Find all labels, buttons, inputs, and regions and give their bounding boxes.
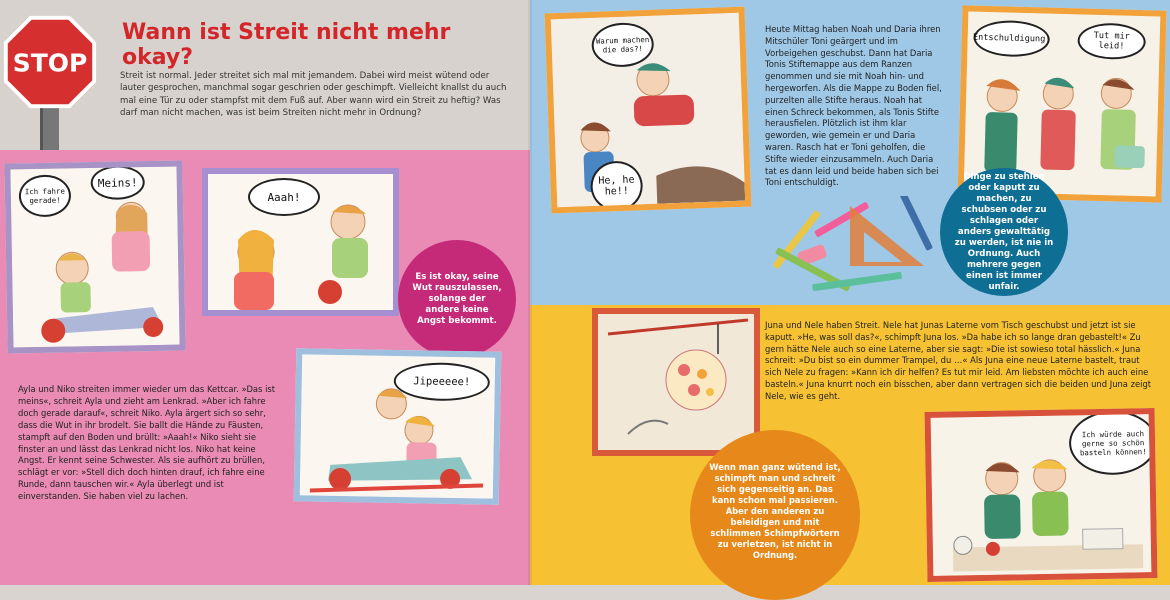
stop-sign-text: STOP — [12, 48, 88, 78]
speech-bubble-meins: Meins! — [90, 165, 145, 200]
illustration-kettcar-fight — [4, 160, 185, 353]
speech-bubble-entschuldigung: Entschuldigung! — [973, 20, 1050, 58]
intro-text: Streit ist normal. Jeder streitet sich mal mit jemandem. Dabei wird meist wütend oder lauter gesprochen, manchmal sogar geschrien oder geschimpft. Vielleicht knallst du auch mal eine Tür zu oder stampfst mit dem Fuß auf. Aber wann wird ein Streit zu heftig? Was darf man nicht machen, was ist beim Streiten nicht mehr in Ordnung? — [120, 71, 507, 119]
illustration-ayla-screaming — [202, 168, 399, 316]
tip-circle-orange: Wenn man ganz wütend ist, schimpft man und schreit sich gegenseitig an. Das kann schon mal passieren. Aber den anderen zu beleidigen und mit schlimmen Schimpfwörtern zu verletzen, ist nicht in Ordnung. — [690, 430, 860, 600]
stop-sign-icon — [2, 14, 98, 110]
speech-bubble-he-he-he: He, he he!! — [590, 160, 644, 212]
tip-circle-pink: Es ist okay, seine Wut rauszulassen, solange der andere keine Angst bekommt. — [398, 240, 516, 358]
pencils-illustration — [752, 196, 942, 308]
speech-bubble-ich-wuerde-auch: Ich würde auch gerne so schön basteln können! — [1069, 410, 1158, 476]
stop-sign-post — [40, 106, 59, 150]
illustration-lantern — [592, 308, 760, 456]
illustration-kettcar-together — [294, 348, 502, 505]
illustration-crafting-together — [925, 408, 1158, 582]
speech-bubble-aaah: Aaah! — [248, 178, 320, 216]
speech-bubble-ich-fahre-gerade: Ich fahre gerade! — [19, 174, 72, 217]
speech-bubble-tut-mir-leid: Tut mir leid! — [1077, 22, 1146, 60]
story-juna-nele: Juna und Nele haben Streit. Nele hat Junas Laterne vom Tisch geschubst und jetzt ist sie kaputt. »He, was soll das?«, schimpft Juna los. »Da habe ich so lange dran gebastelt!« Zu gern hätte Nele auch so eine Laterne, aber sie sagt: »Die ist sowieso total hässlich.« Juna schreit: »Du bist so ein dummer Trampel, du …« Als Juna eine neue Laterne bastelt, traut sich Nele zu fragen: »Kann ich dir helfen? Es tut mir leid. Am liebsten möchte ich auch eine basteln.« Juna knurrt noch ein bisschen, aber dann vertragen sich die beiden und Juna zeigt Nele, wie es geht. — [765, 320, 1152, 401]
story-ayla-niko: Ayla und Niko streiten immer wieder um das Kettcar. »Das ist meins«, schreit Ayla und zieht am Lenkrad. »Aber ich fahre doch gerade darauf«, schreit Niko. Ayla ärgert sich so sehr, dass die Wut in ihr brodelt. Sie ballt die Hände zu Fäusten, stampft auf den Boden und brüllt: »Aaah!« Niko sieht sie finster an und lässt das Lenkrad nicht los. Niko hat keine Angst. Er kennt seine Schwester. Als sie aufhört zu brüllen, schlägt er vor: »Stell dich doch hinten drauf, ich fahre eine Runde, dann tauschen wir.« Ayla überlegt und ist einverstanden. Sie haben viel zu lachen. — [18, 384, 276, 502]
speech-bubble-warum: Warum machen die das?! — [591, 22, 654, 68]
tip-circle-blue: Dinge zu stehlen oder kaputt zu machen, zu schubsen oder zu schlagen oder anders gewalttätig zu werden, ist nie in Ordnung. Auch mehrere gegen einen ist immer unfair. — [940, 168, 1068, 296]
illustration-throwing-pencil-case — [545, 7, 752, 214]
story-noah-daria-toni: Heute Mittag haben Noah und Daria ihren Mitschüler Toni geärgert und im Vorbeigehen geschubst. Dann hat Daria Tonis Stiftemappe aus dem Ranzen genommen und sie mit Noah hin- und hergeworfen. Als die Mappe zu Boden fiel, purzelten alle Stifte heraus. Noah hat einen Schreck bekommen, als Tonis Stifte herausfielen. Plötzlich ist ihm klar geworden, wie gemein er und Daria waren. Rasch hat er Toni geholfen, die Stifte wieder einzusammeln. Auch Daria tat es dann leid und beide haben sich bei Toni entschuldigt. — [765, 24, 942, 188]
lantern-drawing — [598, 314, 754, 450]
book-gutter — [528, 0, 532, 585]
speech-bubble-jipeeeee: Jipeeeee! — [393, 362, 490, 402]
page-title: Wann ist Streit nicht mehr okay? — [122, 20, 451, 70]
